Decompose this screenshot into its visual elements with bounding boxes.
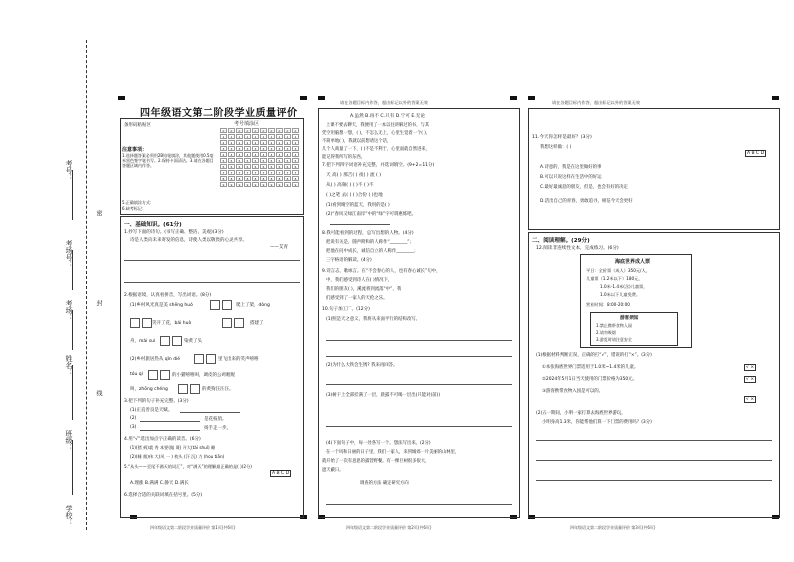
cross-icon: × <box>750 397 755 402</box>
school-label: 学校： <box>65 505 73 526</box>
q2-line-f: 叫，zhōng chéng <box>130 387 168 392</box>
q8-b: 把他在问中成长，诚信自立的人称作________； <box>326 249 419 254</box>
name-label: 姓名： <box>65 355 73 376</box>
exam-area-label: 考号填涂区 <box>234 121 260 127</box>
q11-opt: B.可以只说这样在生活中的好运 <box>540 175 602 180</box>
page-footer: 四年级语文第二阶段学业质量评价 第1页(共6页) <box>150 525 236 530</box>
exam-room-line[interactable] <box>72 310 74 350</box>
absent-label: 6.缺考标记： <box>122 206 146 211</box>
notice-panel-title: 游客须知 <box>620 316 639 321</box>
q12-1-mark-box[interactable] <box>744 396 756 403</box>
q2-line-b2: 搭建了 <box>250 321 264 326</box>
q1-prompt: 1.抄写下面的诗句。(书写正确、整洁、美观)(3分) <box>124 230 224 235</box>
pinyin-boxes[interactable] <box>194 354 216 364</box>
q9-prompt: 9.诗言志，歌咏言。在“不会春心的人，也有春心诚长”句中， <box>322 269 441 274</box>
binding-line <box>86 40 87 530</box>
q6-passage: 不简单地( )，我就以前想请这个话， <box>322 139 392 144</box>
notice-text: 1.选择题答案必须用2B铅笔填涂，其他题使用0.5毫米黑色签字笔书写。2.保持卡面清洁。3.请在各题目答题区域内作答。 <box>122 153 214 169</box>
fill-method-label: 5.正确填涂方式： <box>122 200 154 205</box>
pinyin-boxes[interactable] <box>178 384 200 394</box>
exam-no-label: 考号： <box>65 160 73 181</box>
q2-line-c2: 染黄了头 <box>184 339 202 344</box>
q6-passage: 上课不要去聊天，我便用了一本以往讲解过的书，与其 <box>326 123 430 128</box>
pinyin-boxes[interactable] <box>160 336 182 346</box>
cross-icon: × <box>750 377 755 382</box>
q1-answer-line[interactable] <box>124 260 300 261</box>
seal-char-3: 线 <box>95 390 102 396</box>
check-icon: √ <box>746 377 749 382</box>
q9-c: 我们的朋友( )，溪流将到流落“中”，我 <box>326 287 402 292</box>
q11-prompt: 11.今天你怎样是最好？(3分) <box>532 135 592 140</box>
pinyin-boxes[interactable] <box>222 318 244 328</box>
position-mark <box>318 96 325 100</box>
q11-opt: A.诗意的，我是在这里做好的事 <box>540 165 602 170</box>
q12-answer-line[interactable] <box>536 460 772 461</box>
name-line[interactable] <box>72 365 74 420</box>
q12-1-item: ①本张海底世界门票适用于1.0米~1.4米的儿童。 <box>542 365 639 370</box>
q10-d: (4)下面句子中，每一处各写一个。想法写出来。(2分) <box>326 441 431 446</box>
q7-b: (2)“春风又绿江南岸”中的“绿”字可谓惠炼吧。 <box>326 212 416 217</box>
notice-title: 注意事项： <box>122 147 148 153</box>
q3-b2: 是花枝俏。 <box>204 417 227 422</box>
notice-line: 1.禁止携带食物入园 <box>596 323 632 328</box>
q3-b: (2) <box>130 416 137 421</box>
position-mark <box>528 96 535 100</box>
q7-a: (1)看到晴空的蓝天，我用的是( ) <box>326 203 390 208</box>
position-mark <box>510 96 517 100</box>
exam-number-grid[interactable]: 0 0 0 0 0 0 0 0 0 0 1 1 1 1 1 1 1 1 1 1 2 2 2 2 2 2 2 2 2 2 3 3 3 3 3 3 3 3 3 3 4 4 4 4 4 4 4 4 4 4 5 5 5 5 5 5 5 5 5 5 6 6 6 6 6 6 6 6 6 6 7 7 7 7 7 7 7 7 7 7 8 8 8 8 8 8 8 8 8 8 9 9 9 9 9 9 9 9 9 9 <box>220 128 299 187</box>
pinyin-boxes[interactable] <box>210 300 232 310</box>
q9-b: 中，我们感受到诗人在( )情况下， <box>326 278 393 283</box>
pinyin-boxes[interactable] <box>148 370 170 380</box>
ticket-line: 1.0米-1.4米(含)儿童票， <box>600 284 648 289</box>
seat-label: 考场号： <box>65 240 73 268</box>
q9-d: 们感受到了一家人的天伦之乐。 <box>326 296 388 301</box>
q11-opt: D.活出自己的青春，勇敢追寻，相信今天会更好 <box>540 199 633 204</box>
q3-answer-line[interactable] <box>140 430 200 431</box>
q11-answer-boxes[interactable]: A B C D <box>747 151 765 156</box>
class-line[interactable] <box>72 440 74 495</box>
q3-prompt: 3.把下列的句子补充完整。(3分) <box>124 399 189 404</box>
notice-line: 2.请勿吸烟 <box>596 330 616 335</box>
q12-1-mark-box[interactable] <box>744 364 756 371</box>
q6-passage: 几个人商量了一下，( )不是不利于，心里面就自然进来， <box>322 147 430 152</box>
exam-no-line[interactable] <box>72 170 74 220</box>
ticket-title: 海底世界成人票 <box>615 259 651 265</box>
q5-options: A.理涨 B.满满 C.静天 D.满长 <box>130 481 189 486</box>
q5-prompt: 5.“从头——至尾不满天的词汇”，对“满天”的理解最正确的是( )(2分) <box>124 464 252 469</box>
q7-row: ( )之笔 去( ) ( )合份 ( )也地 <box>326 193 383 198</box>
seal-char-2: 封 <box>95 300 102 306</box>
check-icon: √ <box>746 365 749 370</box>
q11-opt: C.最好最诚恳的朋友，但是，也会有好的决定 <box>540 185 628 190</box>
q2-line-d2: 里飞出来的笑声嘻嘻 <box>218 357 259 362</box>
q10-a: (1)照是天之意义，我将从来面平行的结构改写。 <box>326 317 421 322</box>
section-box <box>318 108 520 518</box>
q4-a: (1)(猪 拇)栽 秀 本要(做 蔑) 开大(tài shuǐ) 睡 <box>130 445 216 450</box>
q2-line-d: (2)乡村旅居热从 qǐn dié <box>130 357 181 362</box>
q10-answer-line[interactable] <box>326 426 512 427</box>
position-mark <box>300 96 307 100</box>
q2-line-a: (1)乡村风光真是美 shēng huó <box>130 303 193 308</box>
cross-icon: × <box>750 365 755 370</box>
q12-2-prompt-2: 小明身高1.3米，你能帮他们算一下门票的费用吗？(3分) <box>542 420 652 425</box>
q11-a: 我想这样做：( ) <box>540 145 572 150</box>
warning-text: 请在各题目标内作答，超出标记以外的答案无效 <box>340 100 428 105</box>
q12-answer-line[interactable] <box>536 480 772 481</box>
part1-heading: 一、基础知识。(61分) <box>124 222 182 228</box>
q12-1-mark-box[interactable] <box>744 376 756 383</box>
q10-answer-line[interactable] <box>326 504 512 505</box>
q2-line-a2: 爬上了架，dòng <box>236 303 270 308</box>
q10-answer-line[interactable] <box>326 340 512 341</box>
q3-c: (3) <box>130 425 137 430</box>
check-icon: √ <box>746 397 749 402</box>
q12-1-item: ③游客携带食物入园是可以的。 <box>542 389 604 394</box>
q10-c: (3)树干上全部挂满了一层，晨露不可喝一层出(只能对(前)) <box>326 393 441 398</box>
q10-b: (2)为什么大铁会生锈? 我来再回答。 <box>326 363 398 368</box>
q6-passage: 凭空用脑想一想，( )，不怎么无上，心里生觉着一个( )， <box>322 131 431 136</box>
q12-answer-line[interactable] <box>536 440 772 441</box>
q8-c: 三字格语的解读。(4分) <box>326 258 372 263</box>
q2-line-c: 舟，mài suì <box>130 339 156 344</box>
q3-answer-line[interactable] <box>180 412 240 413</box>
seal-char: 密 <box>95 210 102 216</box>
q12-prompt: 12.阅读非连续性文本，完成练习。(6分) <box>536 246 619 251</box>
page-title: 四年级语文第二阶段学业质量评价 <box>140 108 298 119</box>
q5-answer-boxes[interactable]: A B C D <box>272 471 290 476</box>
q12-1-prompt: (1)根据材料判断正误，正确的打“√”，错误的打“×”。(3分) <box>536 353 652 358</box>
ticket-line: 平日：全价票（成人）350元/人， <box>586 268 650 273</box>
page-footer: 四年级语文第二阶段学业质量评价 第3页(共6页) <box>570 525 656 530</box>
q12-2-prompt: (2)五一期间，小明一家打算去海底世界游玩， <box>536 411 626 416</box>
q10-prompt: 10.句子加工厂。(12分) <box>322 307 370 312</box>
q7-row: 天 高( ) 那吉( ) 夜( ) 流 ( ) <box>326 173 382 178</box>
q2-line-f2: 的黄狗汪汪汪。 <box>202 387 234 392</box>
q2-prompt: 2.根据语境，认真看拼音，写出词语。(8分) <box>124 293 212 298</box>
q2-line-e: tóu qí <box>130 372 143 377</box>
q7-prompt: 7.把下列四字词语补充完整，并选词填空。(9+2=11分) <box>322 163 435 168</box>
q3-c2: 扬手走一步。 <box>204 426 231 431</box>
q2-line-e2: 的小猫嘻嘻叫，调皮的公鸡喔喔 <box>172 373 235 378</box>
q4-b: (2)(睡 敞)伟 大(风 一 ) 枕头 (汗 沉) 力 (hou tiān) <box>130 454 225 459</box>
position-mark <box>772 96 779 100</box>
q3-answer-line[interactable] <box>140 421 200 422</box>
q10-g: 遮天蔽日。 <box>322 468 344 473</box>
warning-text: 请在各题目标内作答，超出标记以外的答案无效 <box>552 100 640 105</box>
q7-row: 从( ) 高频( ) ( )不 ( )不 <box>326 183 374 188</box>
ticket-line: 儿童票（1.2米以下）180元， <box>586 276 643 281</box>
part2-heading: 二、阅读理解。(29分) <box>532 238 590 244</box>
q6-prompt: 6.选择合适的关联词填在括号里。(5分) <box>124 493 203 498</box>
ticket-line: 1.0米以下儿童免费。 <box>600 292 641 297</box>
q12-1-item: ②2024年5月1日当天使用的门票价格为350元。 <box>542 377 637 382</box>
q7-answer-line[interactable] <box>330 224 390 225</box>
ticket-line: 营业时间：8:00-20:00 <box>586 302 630 307</box>
q3-a: (1)正直善良是天赋。 <box>130 408 173 413</box>
q10-answer-line[interactable] <box>326 356 512 357</box>
q1-answer-line[interactable] <box>124 282 300 283</box>
seat-line[interactable] <box>72 250 74 290</box>
q6-options: A.虽然 B.再不 C.只有 D.宁可 E.无论 <box>350 114 425 119</box>
barcode-area: 条形码粘贴区 <box>124 123 151 128</box>
q10-answer-line[interactable] <box>326 384 512 385</box>
q10-f: 就开始了一次有意思的露营野餐。有一棵巨树很多很大， <box>322 459 430 464</box>
position-mark <box>118 96 125 100</box>
q8-a: 把说有关是，随声附和的人称作“________”； <box>326 240 414 245</box>
q4-prompt: 4.用“√”选出加点字正确的读音。(6分) <box>124 437 201 442</box>
q8-prompt: 8.我可能看到的过程，总写出想的人物。(4分) <box>322 231 414 236</box>
q2-line-b: 笑开了花，bái huò <box>152 321 192 326</box>
q1-author: ——艾青 <box>270 245 288 250</box>
page-footer: 四年级语文第二阶段学业质量评价 第2页(共6页) <box>346 525 432 530</box>
q1-poem: 诗是人类向未来寄发的信息，诗使人类以敬畏的心灵共享。 <box>130 238 247 243</box>
q6-passage: 能记得我所写的东西。 <box>322 155 365 160</box>
q10-e: 在一个风和日丽的日子里，我们一家人，来到城郊一片美丽的山林里， <box>326 450 460 455</box>
q10-h: 调查的方法 确定研究方向 <box>360 481 409 486</box>
class-label: 班级： <box>65 430 73 451</box>
pinyin-boxes[interactable] <box>130 318 152 328</box>
notice-line: 3.游览时请注意安全 <box>596 337 632 342</box>
exam-room-label: 考场： <box>65 300 73 321</box>
